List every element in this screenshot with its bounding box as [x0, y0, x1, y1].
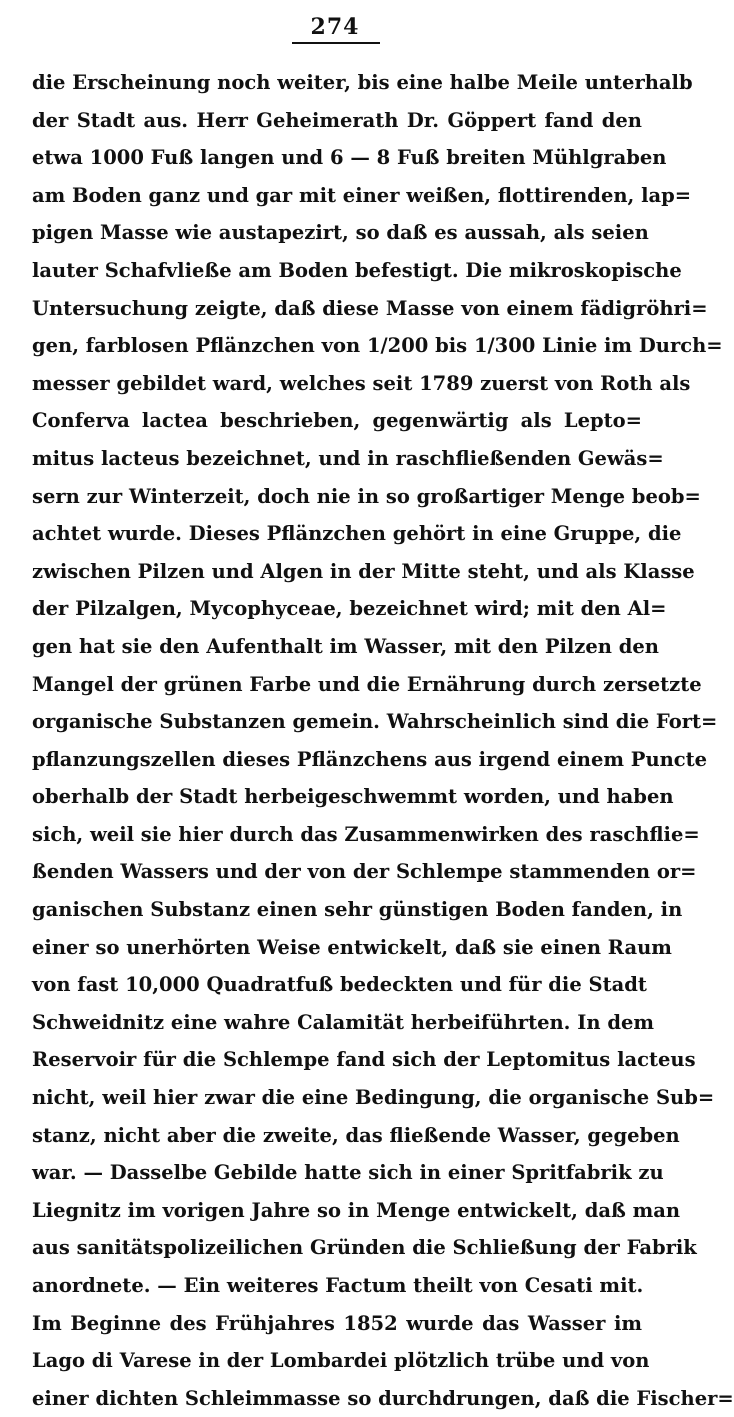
text-line: von fast 10,000 Quadratfuß bedeckten und für die Stadt: [32, 973, 647, 997]
text-line: organische Substanzen gemein. Wahrscheinlich sind die Fort=: [32, 710, 718, 734]
text-line: der Stadt aus. Herr Geheimerath Dr. Göppert fand den: [32, 108, 642, 132]
body-text: [32, 64, 734, 1417]
text-line: Lago di Varese in der Lombardei plötzlich trübe und von: [32, 1349, 650, 1373]
text-line: aus sanitätspolizeilichen Gründen die Schließung der Fabrik: [32, 1236, 697, 1260]
text-line: Conferva lactea beschrieben, gegenwärtig als Lepto=: [32, 409, 642, 433]
text-line: lauter Schafvließe am Boden befestigt. Die mikroskopische: [32, 258, 682, 282]
text-line: achtet wurde. Dieses Pflänzchen gehört in eine Gruppe, die: [32, 522, 682, 546]
text-line: pigen Masse wie austapezirt, so daß es aussah, als seien: [32, 221, 649, 245]
text-line: Mangel der grünen Farbe und die Ernährung durch zersetzte: [32, 672, 702, 696]
text-line: Untersuchung zeigte, daß diese Masse von einem fädigröhri=: [32, 296, 708, 320]
page-number: 274: [310, 14, 360, 40]
text-line: gen hat sie den Aufenthalt im Wasser, mit den Pilzen den: [32, 634, 659, 658]
text-line: zwischen Pilzen und Algen in der Mitte steht, und als Klasse: [32, 559, 695, 583]
text-line: einer so unerhörten Weise entwickelt, daß sie einen Raum: [32, 935, 672, 959]
text-line: mitus lacteus bezeichnet, und in raschfließenden Gewäs=: [32, 446, 664, 470]
text-line: Schweidnitz eine wahre Calamität herbeiführten. In dem: [32, 1010, 655, 1034]
text-line: stanz, nicht aber die zweite, das fließende Wasser, gegeben: [32, 1123, 680, 1147]
text-line: ganischen Substanz einen sehr günstigen Boden fanden, in: [32, 898, 683, 922]
text-line: einer dichten Schleimmasse so durchdrungen, daß die Fischer=: [32, 1386, 734, 1410]
text-line: pflanzungszellen dieses Pflänzchens aus irgend einem Puncte: [32, 747, 708, 771]
text-line: Reservoir für die Schlempe fand sich der Leptomitus lacteus: [32, 1048, 696, 1072]
text-line: ßenden Wassers und der von der Schlempe stammenden or=: [32, 860, 697, 884]
text-line: gen, farblosen Pflänzchen von 1/200 bis 1/300 Linie im Durch=: [32, 334, 723, 358]
text-line: am Boden ganz und gar mit einer weißen, flottirenden, lap=: [32, 183, 692, 207]
text-line: Im Beginne des Frühjahres 1852 wurde das Wasser im: [32, 1311, 642, 1335]
header-rule: [292, 42, 380, 44]
text-line: messer gebildet ward, welches seit 1789 zuerst von Roth als: [32, 371, 691, 395]
text-line: etwa 1000 Fuß langen und 6 — 8 Fuß breiten Mühlgraben: [32, 146, 667, 170]
text-line: war. — Dasselbe Gebilde hatte sich in einer Spritfabrik zu: [32, 1161, 664, 1185]
text-line: nicht, weil hier zwar die eine Bedingung, die organische Sub=: [32, 1086, 715, 1110]
text-line: die Erscheinung noch weiter, bis eine halbe Meile unterhalb: [32, 71, 693, 94]
text-line: anordnete. — Ein weiteres Factum theilt von Cesati mit.: [32, 1274, 644, 1297]
text-line: sern zur Winterzeit, doch nie in so großartiger Menge beob=: [32, 484, 701, 508]
text-line: oberhalb der Stadt herbeigeschwemmt worden, und haben: [32, 785, 674, 809]
text-line: sich, weil sie hier durch das Zusammenwirken des raschflie=: [32, 822, 700, 846]
text-line: Liegnitz im vorigen Jahre so in Menge entwickelt, daß man: [32, 1198, 681, 1222]
text-line: der Pilzalgen, Mycophyceae, bezeichnet wird; mit den Al=: [32, 597, 667, 621]
